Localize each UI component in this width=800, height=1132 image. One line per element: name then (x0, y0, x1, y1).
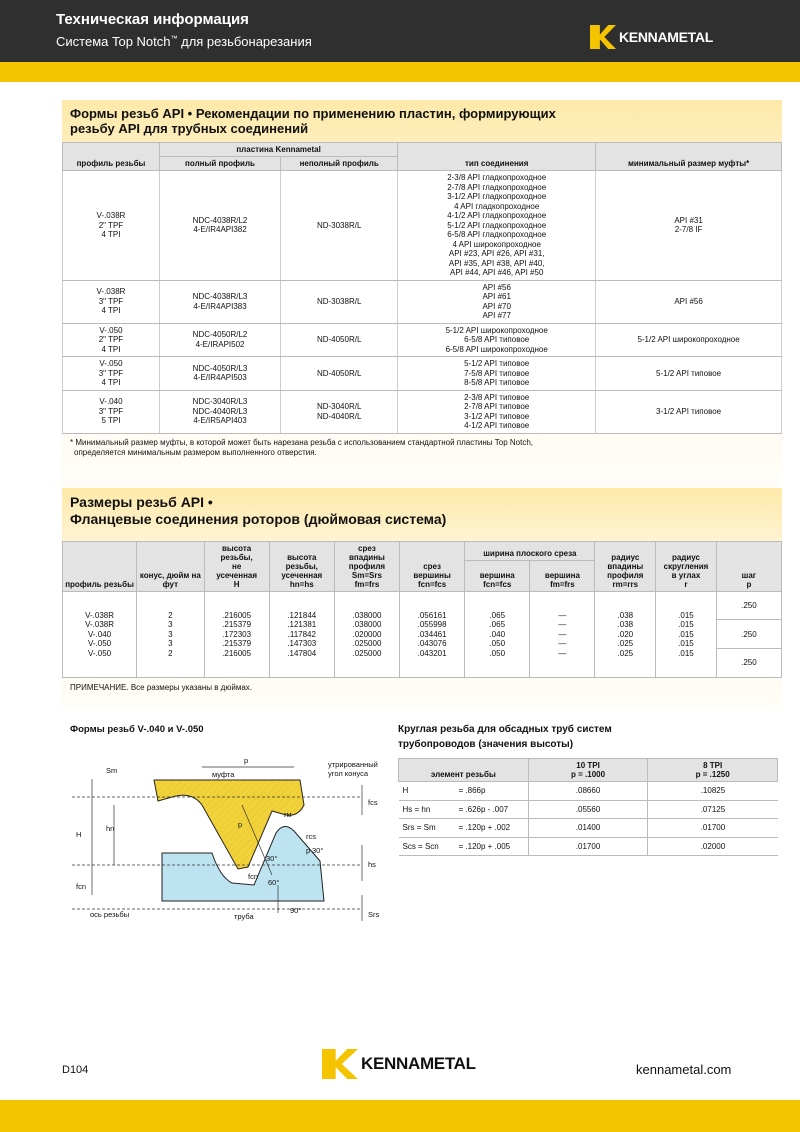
col-profile: профиль резьбы (63, 542, 137, 592)
col-flat1: вершина fcn=fcs (465, 560, 530, 591)
col-full: полный профиль (159, 157, 280, 171)
col-flat2: вершина fm=frs (530, 560, 595, 591)
thread-form-diagram (62, 745, 390, 935)
svg-text:p: p (244, 756, 249, 765)
svg-text:p: p (306, 846, 311, 855)
cell-H: .216005 .215379 .172303 .215379 .216005 (204, 592, 269, 678)
col-profile: профиль резьбы (63, 143, 160, 171)
cell-type: 5-1/2 API типовое 7-5/8 API типовое 8-5/8 API типовое (398, 357, 596, 391)
cell-partial: ND-3040R/L ND-4040R/L (281, 390, 398, 433)
col-H: высота резьбы, не усеченная H (204, 542, 269, 592)
svg-text:ось резьбы: ось резьбы (90, 910, 130, 919)
footer-wordmark: KENNAMETAL (361, 1054, 476, 1073)
cell-full: NDC-3040R/L3 NDC-4040R/L3 4-E/IR5API403 (159, 390, 280, 433)
cell-min: API #56 (596, 280, 782, 323)
col-10tpi: 10 TPI p = .1000 (528, 759, 648, 782)
col-radius: радиус впадины профиля rm=rrs (595, 542, 656, 592)
cell-full: NDC-4050R/L2 4-E/IRAPI502 (159, 323, 280, 357)
section2-title: Размеры резьб API • Фланцевые соединения роторов (дюймовая система) (70, 494, 447, 527)
cell-profile: V-.040 3" TPF 5 TPI (63, 390, 160, 433)
cell-h: .121844 .121381 .117842 .147303 .147804 (269, 592, 334, 678)
table-row (63, 323, 782, 357)
cell-profile: V-.038R 2" TPF 4 TPI (63, 171, 160, 281)
col-root: срез впадины профиля Sm=Srs fm=frs (334, 542, 399, 592)
casing-table (398, 758, 778, 856)
svg-text:90°: 90° (290, 906, 302, 915)
cell-min: API #31 2-7/8 IF (596, 171, 782, 281)
cell-element: Scs = Scn = .120p + .005 (399, 837, 529, 856)
casing-title: Круглая резьба для обсадных труб систем трубопроводов (значения высоты) (398, 724, 612, 750)
cell-flat2: — — — — — (530, 592, 595, 678)
svg-text:угол конуса: угол конуса (328, 769, 369, 778)
header-title: Техническая информация (56, 11, 249, 28)
cell-crest: .056161 .055998 .034461 .043076 .043201 (400, 592, 465, 678)
brand-logo (590, 25, 713, 49)
cell-v8: .10825 (648, 782, 778, 801)
cell-v8: .07125 (648, 800, 778, 819)
cell-taper: 2 3 3 3 2 (137, 592, 204, 678)
header-subtitle: Система Top Notch™ для резьбонарезания (56, 34, 312, 49)
col-partial: неполный профиль (281, 157, 398, 171)
table-row (399, 837, 778, 856)
page-number: D104 (62, 1064, 89, 1076)
col-cr: радиус скругления в углах r (656, 542, 717, 592)
cell-partial: ND-4050R/L (281, 357, 398, 391)
svg-text:труба: труба (234, 912, 254, 921)
svg-text:Srs: Srs (368, 910, 380, 919)
cell-profile: V-.050 3" TPF 4 TPI (63, 357, 160, 391)
cell-element: H = .866p (399, 782, 529, 801)
cell-partial: ND-4050R/L (281, 323, 398, 357)
svg-text:hn: hn (106, 824, 115, 833)
cell-full: NDC-4038R/L2 4-E/IR4API382 (159, 171, 280, 281)
cell-element: Hs = hn = .626p - .007 (399, 800, 529, 819)
col-insert-group: пластина Kennametal (159, 143, 397, 157)
svg-text:rм: rм (284, 810, 292, 819)
brand-wordmark: KENNAMETAL (619, 29, 713, 45)
cell-partial: ND-3038R/L (281, 171, 398, 281)
svg-text:Sm: Sm (106, 766, 118, 775)
dimensions-table (62, 541, 782, 678)
cell-pitch: .250 .250 .250 (716, 592, 781, 678)
cell-element: Srs = Sm = .120p + .002 (399, 819, 529, 838)
cell-v10: .01700 (528, 837, 648, 856)
svg-text:fcn: fcn (248, 872, 259, 881)
svg-text:30°: 30° (312, 846, 324, 855)
header-accent-band (0, 62, 800, 82)
svg-text:hs: hs (368, 860, 376, 869)
col-min: минимальный размер муфты* (596, 143, 782, 171)
cell-cr: .015 .015 .015 .015 .015 (656, 592, 717, 678)
svg-text:утрированный: утрированный (328, 760, 378, 769)
table-row (399, 800, 778, 819)
section-insert-recommendations (62, 100, 782, 488)
cell-v8: .02000 (648, 837, 778, 856)
cell-v10: .08660 (528, 782, 648, 801)
kennametal-k-logo-icon (590, 25, 616, 49)
table-row (63, 357, 782, 391)
table-row (399, 819, 778, 838)
table-row (399, 782, 778, 801)
section1-note: * Минимальный размер муфты, в которой может быть нарезана резьба с использованием стандартной пластины Top Notch, определяется минимальным размером выполненного отверстия. (70, 437, 534, 457)
page-header (0, 0, 800, 62)
table-row (63, 390, 782, 433)
cell-v10: .01400 (528, 819, 648, 838)
figure-title: Формы резьб V-.040 и V-.050 (70, 724, 204, 735)
section-thread-dimensions (62, 488, 782, 710)
cell-v10: .05560 (528, 800, 648, 819)
footer-logo (322, 1049, 476, 1079)
svg-text:fcn: fcn (76, 882, 87, 891)
cell-profile: V-.038R 3" TPF 4 TPI (63, 280, 160, 323)
svg-text:p: p (238, 820, 243, 829)
table-row (63, 280, 782, 323)
svg-text:H: H (76, 830, 82, 839)
cell-type: 2-3/8 API гладкопроходное 2-7/8 API гладкопроходное 3-1/2 API гладкопроходное 4 API гладкопроходное 4-1/2 API гладкопроходное 5-1/2 API гладкопроходное 6-5/8 API гладкопроходное 4 API широкопроходное API #23, API #26, API #31, API #35, API #38, API #40, API #44, API #46, API #50 (398, 171, 596, 281)
cell-min: 5-1/2 API типовое (596, 357, 782, 391)
col-h: высота резьбы, усеченная hn=hs (269, 542, 334, 592)
cell-type: 5-1/2 API широкопроходное 6-5/8 API типовое 6-5/8 API широкопроходное (398, 323, 596, 357)
cell-radius: .038 .038 .020 .025 .025 (595, 592, 656, 678)
col-taper: конус, дюйм на фут (137, 542, 204, 592)
svg-text:муфта: муфта (212, 770, 235, 779)
footer-accent-band (0, 1100, 800, 1132)
cell-min: 5-1/2 API широкопроходное (596, 323, 782, 357)
col-flat: ширина плоского среза (465, 542, 595, 561)
cell-partial: ND-3038R/L (281, 280, 398, 323)
cell-v8: .01700 (648, 819, 778, 838)
cell-min: 3-1/2 API типовое (596, 390, 782, 433)
cell-type: API #56 API #61 API #70 API #77 (398, 280, 596, 323)
cell-root: .038000 .038000 .020000 .025000 .025000 (334, 592, 399, 678)
cell-profile: V-.038R V-.038R V-.040 V-.050 V-.050 (63, 592, 137, 678)
svg-text:fcs: fcs (368, 798, 378, 807)
col-crest: срез вершины fcn=fcs (400, 542, 465, 592)
cell-full: NDC-4050R/L3 4-E/IR4API503 (159, 357, 280, 391)
table-row (63, 171, 782, 281)
svg-text:rcs: rcs (306, 832, 316, 841)
cell-flat1: .065 .065 .040 .050 .050 (465, 592, 530, 678)
col-type: тип соединения (398, 143, 596, 171)
section1-title: Формы резьб API • Рекомендации по применению пластин, формирующих резьбу API для трубных соединений (70, 106, 556, 136)
section2-note: ПРИМЕЧАНИЕ. Все размеры указаны в дюймах. (70, 683, 252, 692)
svg-text:60°: 60° (268, 878, 280, 887)
cell-full: NDC-4038R/L3 4-E/IR4API383 (159, 280, 280, 323)
kennametal-k-logo-icon (322, 1049, 358, 1079)
insert-table (62, 142, 782, 434)
cell-profile: V-.050 2" TPF 4 TPI (63, 323, 160, 357)
col-element: элемент резьбы (399, 759, 529, 782)
svg-text:30°: 30° (266, 854, 278, 863)
col-8tpi: 8 TPI p = .1250 (648, 759, 778, 782)
cell-type: 2-3/8 API типовое 2-7/8 API типовое 3-1/2 API типовое 4-1/2 API типовое (398, 390, 596, 433)
col-pitch: шаг p (716, 542, 781, 592)
footer-url-link[interactable]: kennametal.com (636, 1062, 732, 1077)
